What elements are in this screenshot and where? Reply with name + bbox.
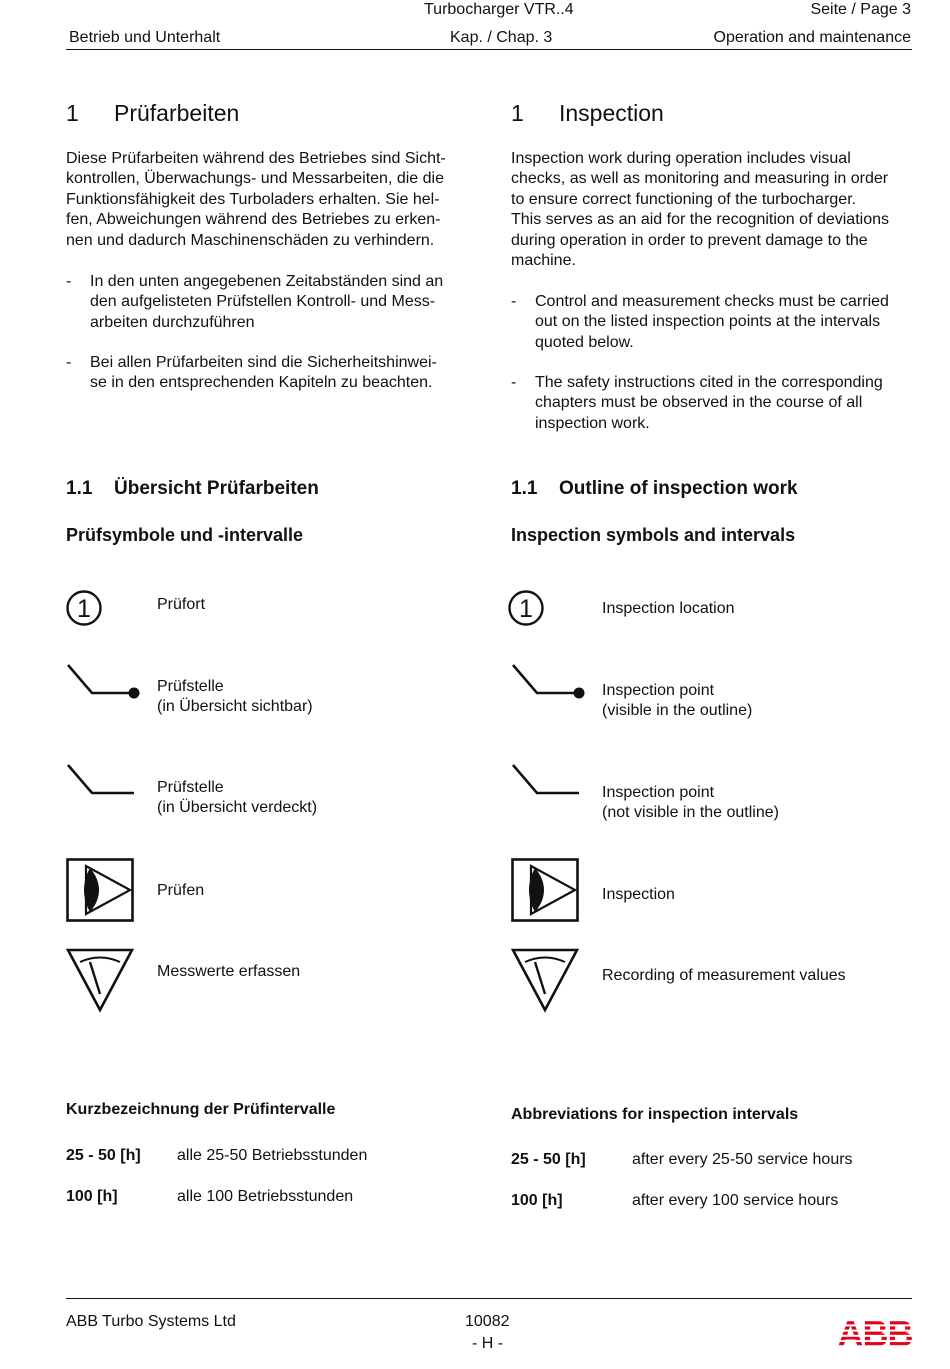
de-subsection-heading xyxy=(66,477,319,501)
de-section-title: Prüfarbeiten xyxy=(114,100,240,126)
abb-logo-text: ABB xyxy=(837,1313,913,1354)
en-symbol-line: (visible in the outline) xyxy=(602,702,753,720)
en-bullet-line: Control and measurement checks must be carried xyxy=(535,293,889,310)
de-symbol-line: Prüfstelle xyxy=(157,779,224,796)
header-product: Turbocharger VTR..4 xyxy=(424,1,574,18)
de-bullet-line: In den unten angegebenen Zeitabständen sind an xyxy=(90,273,444,290)
en-bullet-line: The safety instructions cited in the corresponding xyxy=(535,374,883,391)
en-bullet-line: chapters must be observed in the course of all xyxy=(535,394,863,412)
en-abbr-key: 100 [h] xyxy=(511,1192,563,1209)
de-bullet-line: se in den entsprechenden Kapiteln zu beachten. xyxy=(90,374,433,392)
inspection-point-hidden-icon xyxy=(511,763,581,797)
bullet-dash: - xyxy=(66,273,72,290)
en-symbol-line: Inspection point xyxy=(602,784,715,801)
de-abbr-key: 25 - 50 [h] xyxy=(66,1147,141,1164)
de-subsection-title: Übersicht Prüfarbeiten xyxy=(114,478,319,499)
en-bullet-line: inspection work. xyxy=(535,414,650,432)
header-left-title: Betrieb und Unterhalt xyxy=(69,29,221,46)
de-symbol-label: Prüfen xyxy=(157,882,205,899)
en-symbol-label: Inspection location xyxy=(602,600,735,617)
en-section-heading xyxy=(511,99,664,127)
circled-number: 1 xyxy=(77,595,91,623)
de-intro-line: kontrollen, Überwachungs- und Messarbeiten, die die xyxy=(66,170,444,188)
footer-doc-number: 10082 xyxy=(465,1313,510,1330)
eye-inspection-icon xyxy=(511,858,579,922)
de-bullet-line: den aufgelisteten Prüfstellen Kontroll- und Mess- xyxy=(90,293,436,311)
footer-company: ABB Turbo Systems Ltd xyxy=(66,1313,236,1330)
header-chapter: Kap. / Chap. 3 xyxy=(450,29,553,46)
de-bullet-1 xyxy=(66,272,466,333)
de-intro-line: nen und dadurch Maschinenschäden zu verhindern. xyxy=(66,231,435,249)
en-intro-line: during operation in order to prevent damage to the xyxy=(511,231,868,249)
en-subsection-title: Outline of inspection work xyxy=(559,478,798,499)
en-abbr-value: after every 25-50 service hours xyxy=(632,1151,853,1168)
de-symbol-label xyxy=(157,778,317,819)
de-intro-paragraph xyxy=(66,149,466,251)
en-section-title: Inspection xyxy=(559,100,664,126)
header-page-number: Seite / Page 3 xyxy=(810,1,911,18)
en-intro-line: This serves as an aid for the recognition of deviations xyxy=(511,211,889,229)
de-section-number: 1 xyxy=(66,100,79,126)
de-symbol-label: Messwerte erfassen xyxy=(157,963,301,980)
de-bullet-line: arbeiten durchzuführen xyxy=(90,313,255,331)
en-symbol-line: (not visible in the outline) xyxy=(602,804,779,822)
en-bullet-1 xyxy=(511,292,909,353)
en-intro-line: Inspection work during operation includes visual xyxy=(511,150,851,167)
circled-number: 1 xyxy=(519,595,533,623)
en-intro-line: checks, as well as monitoring and measuring in order xyxy=(511,170,889,188)
abb-logo-icon xyxy=(836,1313,914,1354)
de-section-heading xyxy=(66,99,239,127)
de-abbr-key: 100 [h] xyxy=(66,1188,118,1205)
de-bullet-line: Bei allen Prüfarbeiten sind die Sicherheitshinwei- xyxy=(90,354,437,371)
footer-revision: - H - xyxy=(472,1335,504,1352)
en-bullet-line: out on the listed inspection points at the intervals xyxy=(535,313,881,331)
en-symbol-line: Inspection point xyxy=(602,682,715,699)
bullet-dash: - xyxy=(511,374,517,391)
en-subsection-heading xyxy=(511,477,798,501)
inspection-point-hidden-icon xyxy=(66,763,136,797)
footer-rule xyxy=(66,1298,912,1299)
en-intro-paragraph xyxy=(511,149,909,271)
inspection-point-visible-icon xyxy=(66,663,142,699)
en-subsection-number: 1.1 xyxy=(511,478,538,499)
en-abbr-key: 25 - 50 [h] xyxy=(511,1151,586,1168)
de-symbol-line: (in Übersicht verdeckt) xyxy=(157,799,318,817)
en-intro-line: machine. xyxy=(511,252,576,270)
en-symbol-label xyxy=(602,783,779,824)
de-bullet-2 xyxy=(66,353,466,394)
inspection-point-visible-icon xyxy=(511,663,587,699)
en-bullet-line: quoted below. xyxy=(535,333,634,351)
en-symbol-label xyxy=(602,681,752,722)
de-symbols-heading: Prüfsymbole und -intervalle xyxy=(66,525,304,545)
header-rule xyxy=(66,49,912,50)
de-symbol-line: Prüfstelle xyxy=(157,678,224,695)
en-symbols-heading: Inspection symbols and intervals xyxy=(511,525,796,545)
measurement-gauge-icon xyxy=(66,948,134,1012)
en-symbol-label: Recording of measurement values xyxy=(602,967,846,984)
header-right-title: Operation and maintenance xyxy=(713,29,911,46)
de-symbol-line: (in Übersicht sichtbar) xyxy=(157,698,313,716)
de-intro-line: Diese Prüfarbeiten während des Betriebes sind Sicht- xyxy=(66,150,446,167)
de-symbol-label xyxy=(157,677,313,718)
en-abbr-heading: Abbreviations for inspection intervals xyxy=(511,1106,799,1123)
en-intro-line: to ensure correct functioning of the turbocharger. xyxy=(511,190,857,208)
en-symbol-label: Inspection xyxy=(602,886,675,903)
de-abbr-value: alle 25-50 Betriebsstunden xyxy=(177,1147,368,1164)
eye-inspection-icon xyxy=(66,858,134,922)
inspection-location-icon xyxy=(66,590,104,628)
bullet-dash: - xyxy=(511,293,517,310)
de-abbr-value: alle 100 Betriebsstunden xyxy=(177,1188,354,1205)
de-intro-line: fen, Abweichungen während des Betriebes zu erken- xyxy=(66,211,441,229)
en-bullet-2 xyxy=(511,373,909,434)
bullet-dash: - xyxy=(66,354,72,371)
inspection-location-icon xyxy=(508,590,546,628)
en-section-number: 1 xyxy=(511,100,524,126)
de-symbol-label: Prüfort xyxy=(157,596,206,613)
de-subsection-number: 1.1 xyxy=(66,478,93,499)
en-abbr-value: after every 100 service hours xyxy=(632,1192,839,1209)
measurement-gauge-icon xyxy=(511,948,579,1012)
de-abbr-heading: Kurzbezeichnung der Prüfintervalle xyxy=(66,1101,336,1118)
de-intro-line: Funktionsfähigkeit des Turboladers erhalten. Sie hel- xyxy=(66,190,440,208)
